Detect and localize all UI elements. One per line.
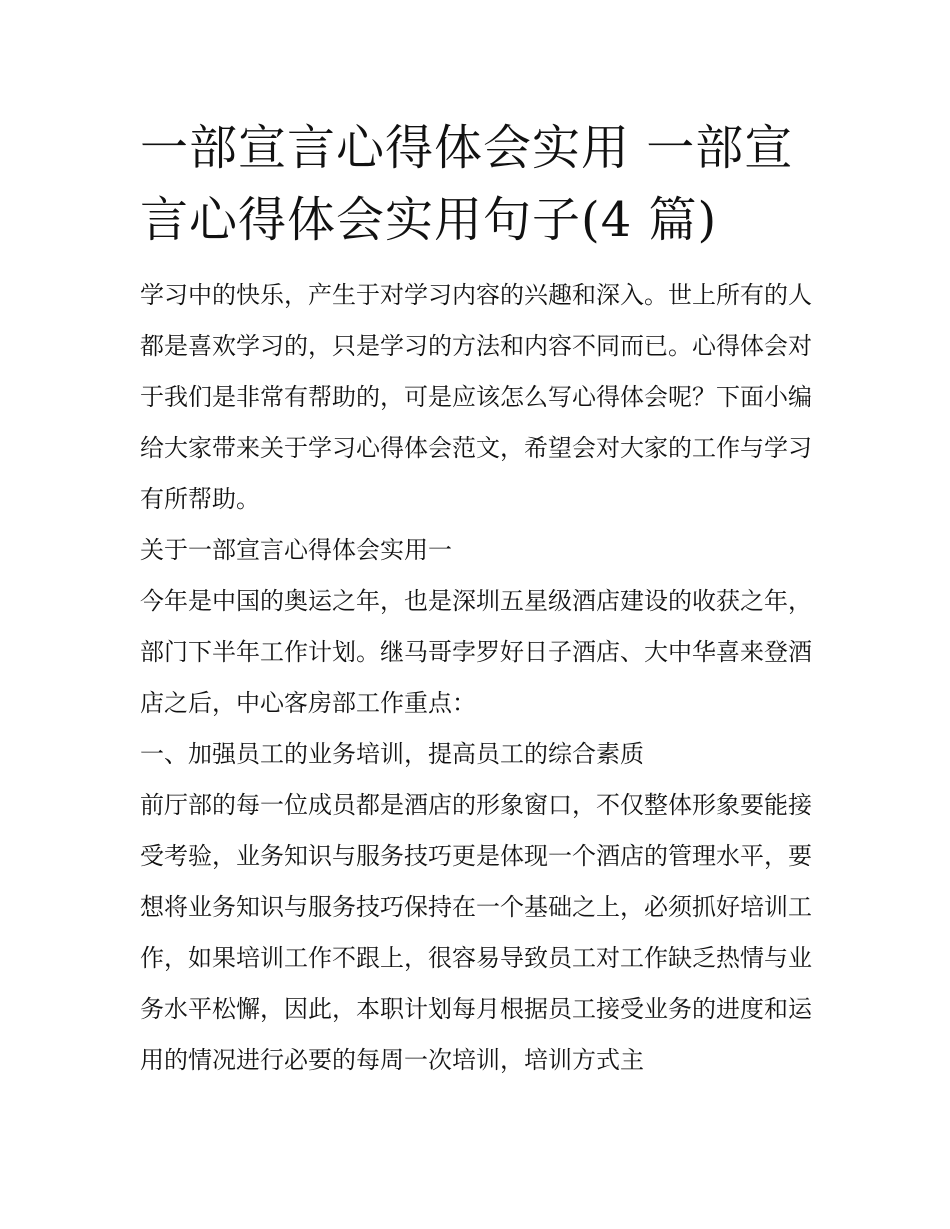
document-body <box>140 270 812 1086</box>
subsection-heading: 一、加强员工的业务培训，提高员工的综合素质 <box>140 740 644 768</box>
body-paragraph: 前厅部的每一位成员都是酒店的形象窗口，不仅整体形象要能接受考验，业务知识与服务技巧更是体现一个酒店的管理水平，要想将业务知识与服务技巧保持在一个基础之上，必须抓好培训工作，如果培训工作不跟上，很容易导致员工对工作缺乏热情与业务水平松懈，因此，本职计划每月根据员工接受业务的进度和运用的情况进行必要的每周一次培训，培训方式主 <box>140 791 812 1074</box>
body-paragraph: 今年是中国的奥运之年，也是深圳五星级酒店建设的收获之年，部门下半年工作计划。继马哥孛罗好日子酒店、大中华喜来登酒店之后，中心客房部工作重点： <box>140 587 812 717</box>
document-title: 一部宣言心得体会实用 一部宣言心得体会实用句子(4 篇) <box>140 120 794 248</box>
section-heading: 关于一部宣言心得体会实用一 <box>140 536 452 564</box>
document-page <box>140 112 812 1086</box>
intro-paragraph: 学习中的快乐，产生于对学习内容的兴趣和深入。世上所有的人都是喜欢学习的，只是学习的方法和内容不同而已。心得体会对于我们是非常有帮助的，可是应该怎么写心得体会呢？下面小编给大家带来关于学习心得体会范文，希望会对大家的工作与学习有所帮助。 <box>140 281 812 513</box>
